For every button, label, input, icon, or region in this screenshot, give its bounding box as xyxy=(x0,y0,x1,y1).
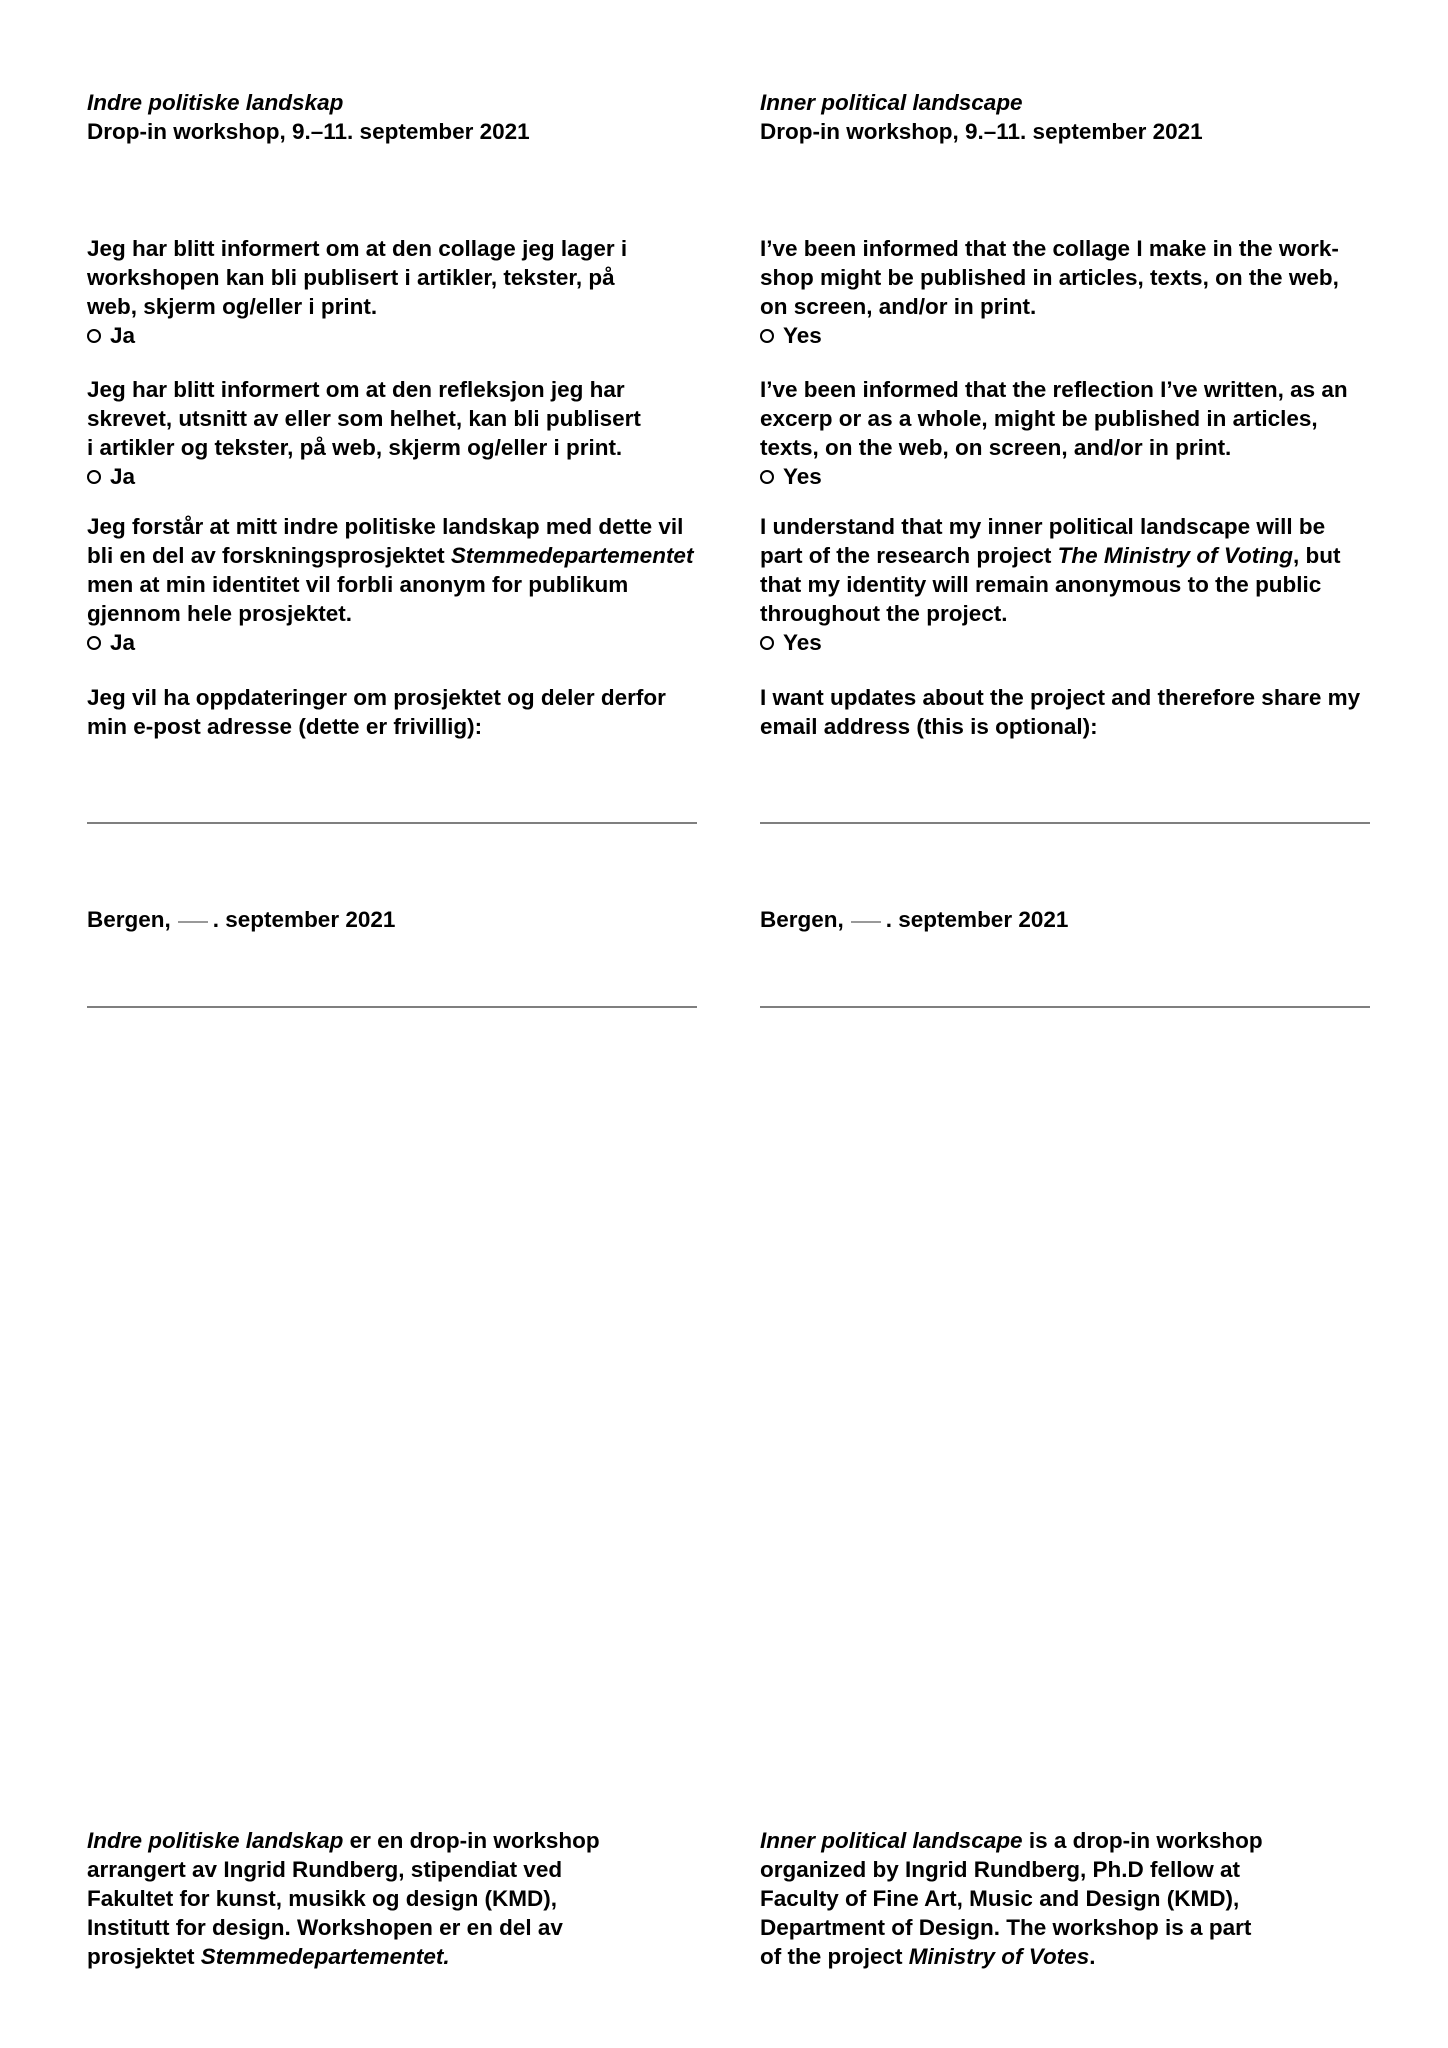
footer-credits xyxy=(760,1826,1263,1971)
consent-anonymity-option xyxy=(760,628,1340,657)
date-day-blank[interactable] xyxy=(851,921,881,923)
radio-option-label: Ja xyxy=(110,464,136,489)
workshop-subtitle: Drop-in workshop, 9.–11. september 2021 xyxy=(760,119,1203,144)
consent-anonymity-text: I understand that my inner political landscape will be part of the research project The Ministry of Voting, but that my identity will remain anonymous to the public throughout the project. xyxy=(760,514,1341,626)
consent-reflection-paragraph xyxy=(87,375,641,491)
workshop-header xyxy=(760,88,1203,146)
radio-anonymity-yes[interactable] xyxy=(760,636,774,650)
workshop-header xyxy=(87,88,530,146)
workshop-title: Inner political landscape xyxy=(760,90,1023,115)
radio-reflection-ja[interactable] xyxy=(87,470,101,484)
signature-line[interactable] xyxy=(760,1006,1370,1008)
radio-reflection-yes[interactable] xyxy=(760,470,774,484)
email-updates-paragraph xyxy=(760,683,1360,741)
email-updates-paragraph xyxy=(87,683,666,741)
consent-collage-option xyxy=(87,321,627,350)
signature-line[interactable] xyxy=(87,1006,697,1008)
consent-collage-paragraph xyxy=(760,234,1339,350)
radio-anonymity-ja[interactable] xyxy=(87,636,101,650)
footer-credits-text: Inner political landscape is a drop-in workshop organized by Ingrid Rundberg, Ph.D fellow at Faculty of Fine Art, Music and Design (KMD), Department of Design. The workshop is a part of the project Ministry of Votes. xyxy=(760,1828,1263,1969)
radio-collage-yes[interactable] xyxy=(760,329,774,343)
consent-collage-text: Jeg har blitt informert om at den collage jeg lager i workshopen kan bli publisert i artikler, tekster, på web, skjerm og/eller i print. xyxy=(87,236,628,319)
radio-option-label: Yes xyxy=(783,323,822,348)
email-input-line[interactable] xyxy=(760,822,1370,824)
place-date-suffix: . september 2021 xyxy=(212,907,396,932)
consent-anonymity-option xyxy=(87,628,693,657)
radio-option-label: Yes xyxy=(783,464,822,489)
workshop-title: Indre politiske landskap xyxy=(87,90,344,115)
place-date-prefix: Bergen, xyxy=(87,907,171,932)
email-input-line[interactable] xyxy=(87,822,697,824)
place-date-line xyxy=(760,905,1068,934)
email-prompt: I want updates about the project and therefore share my email address (this is optional): xyxy=(760,685,1361,739)
consent-reflection-text: I’ve been informed that the reflection I’ve written, as an excerp or as a whole, might be published in articles, texts, on the web, on screen, and/or in print. xyxy=(760,377,1348,460)
radio-option-label: Ja xyxy=(110,630,136,655)
consent-collage-paragraph xyxy=(87,234,627,350)
consent-anonymity-paragraph xyxy=(760,512,1340,657)
consent-reflection-option xyxy=(760,462,1348,491)
consent-collage-option xyxy=(760,321,1339,350)
consent-anonymity-paragraph xyxy=(87,512,693,657)
consent-reflection-option xyxy=(87,462,641,491)
radio-option-label: Ja xyxy=(110,323,136,348)
column-english xyxy=(760,0,1415,2048)
consent-anonymity-text: Jeg forstår at mitt indre politiske landskap med dette vil bli en del av forskningsprosjektet Stemmedepartementet men at min identitet vil forbli anonym for publikum gjennom hele prosjektet. xyxy=(87,514,694,626)
workshop-subtitle: Drop-in workshop, 9.–11. september 2021 xyxy=(87,119,530,144)
place-date-prefix: Bergen, xyxy=(760,907,844,932)
radio-option-label: Yes xyxy=(783,630,822,655)
footer-credits-text: Indre politiske landskap er en drop-in workshop arrangert av Ingrid Rundberg, stipendiat ved Fakultet for kunst, musikk og design (KMD), Institutt for design. Workshopen er en del av prosjektet Stemmedepartementet. xyxy=(87,1828,600,1969)
consent-reflection-text: Jeg har blitt informert om at den refleksjon jeg har skrevet, utsnitt av eller som helhet, kan bli publisert i artikler og tekster, på web, skjerm og/eller i print. xyxy=(87,377,641,460)
consent-collage-text: I’ve been informed that the collage I make in the work- shop might be published in articles, texts, on the web, on screen, and/or in print. xyxy=(760,236,1339,319)
date-day-blank[interactable] xyxy=(178,921,208,923)
place-date-line xyxy=(87,905,395,934)
radio-collage-ja[interactable] xyxy=(87,329,101,343)
column-norwegian xyxy=(87,0,742,2048)
email-prompt: Jeg vil ha oppdateringer om prosjektet og deler derfor min e-post adresse (dette er frivillig): xyxy=(87,685,666,739)
place-date-suffix: . september 2021 xyxy=(885,907,1069,932)
consent-reflection-paragraph xyxy=(760,375,1348,491)
footer-credits xyxy=(87,1826,600,1971)
